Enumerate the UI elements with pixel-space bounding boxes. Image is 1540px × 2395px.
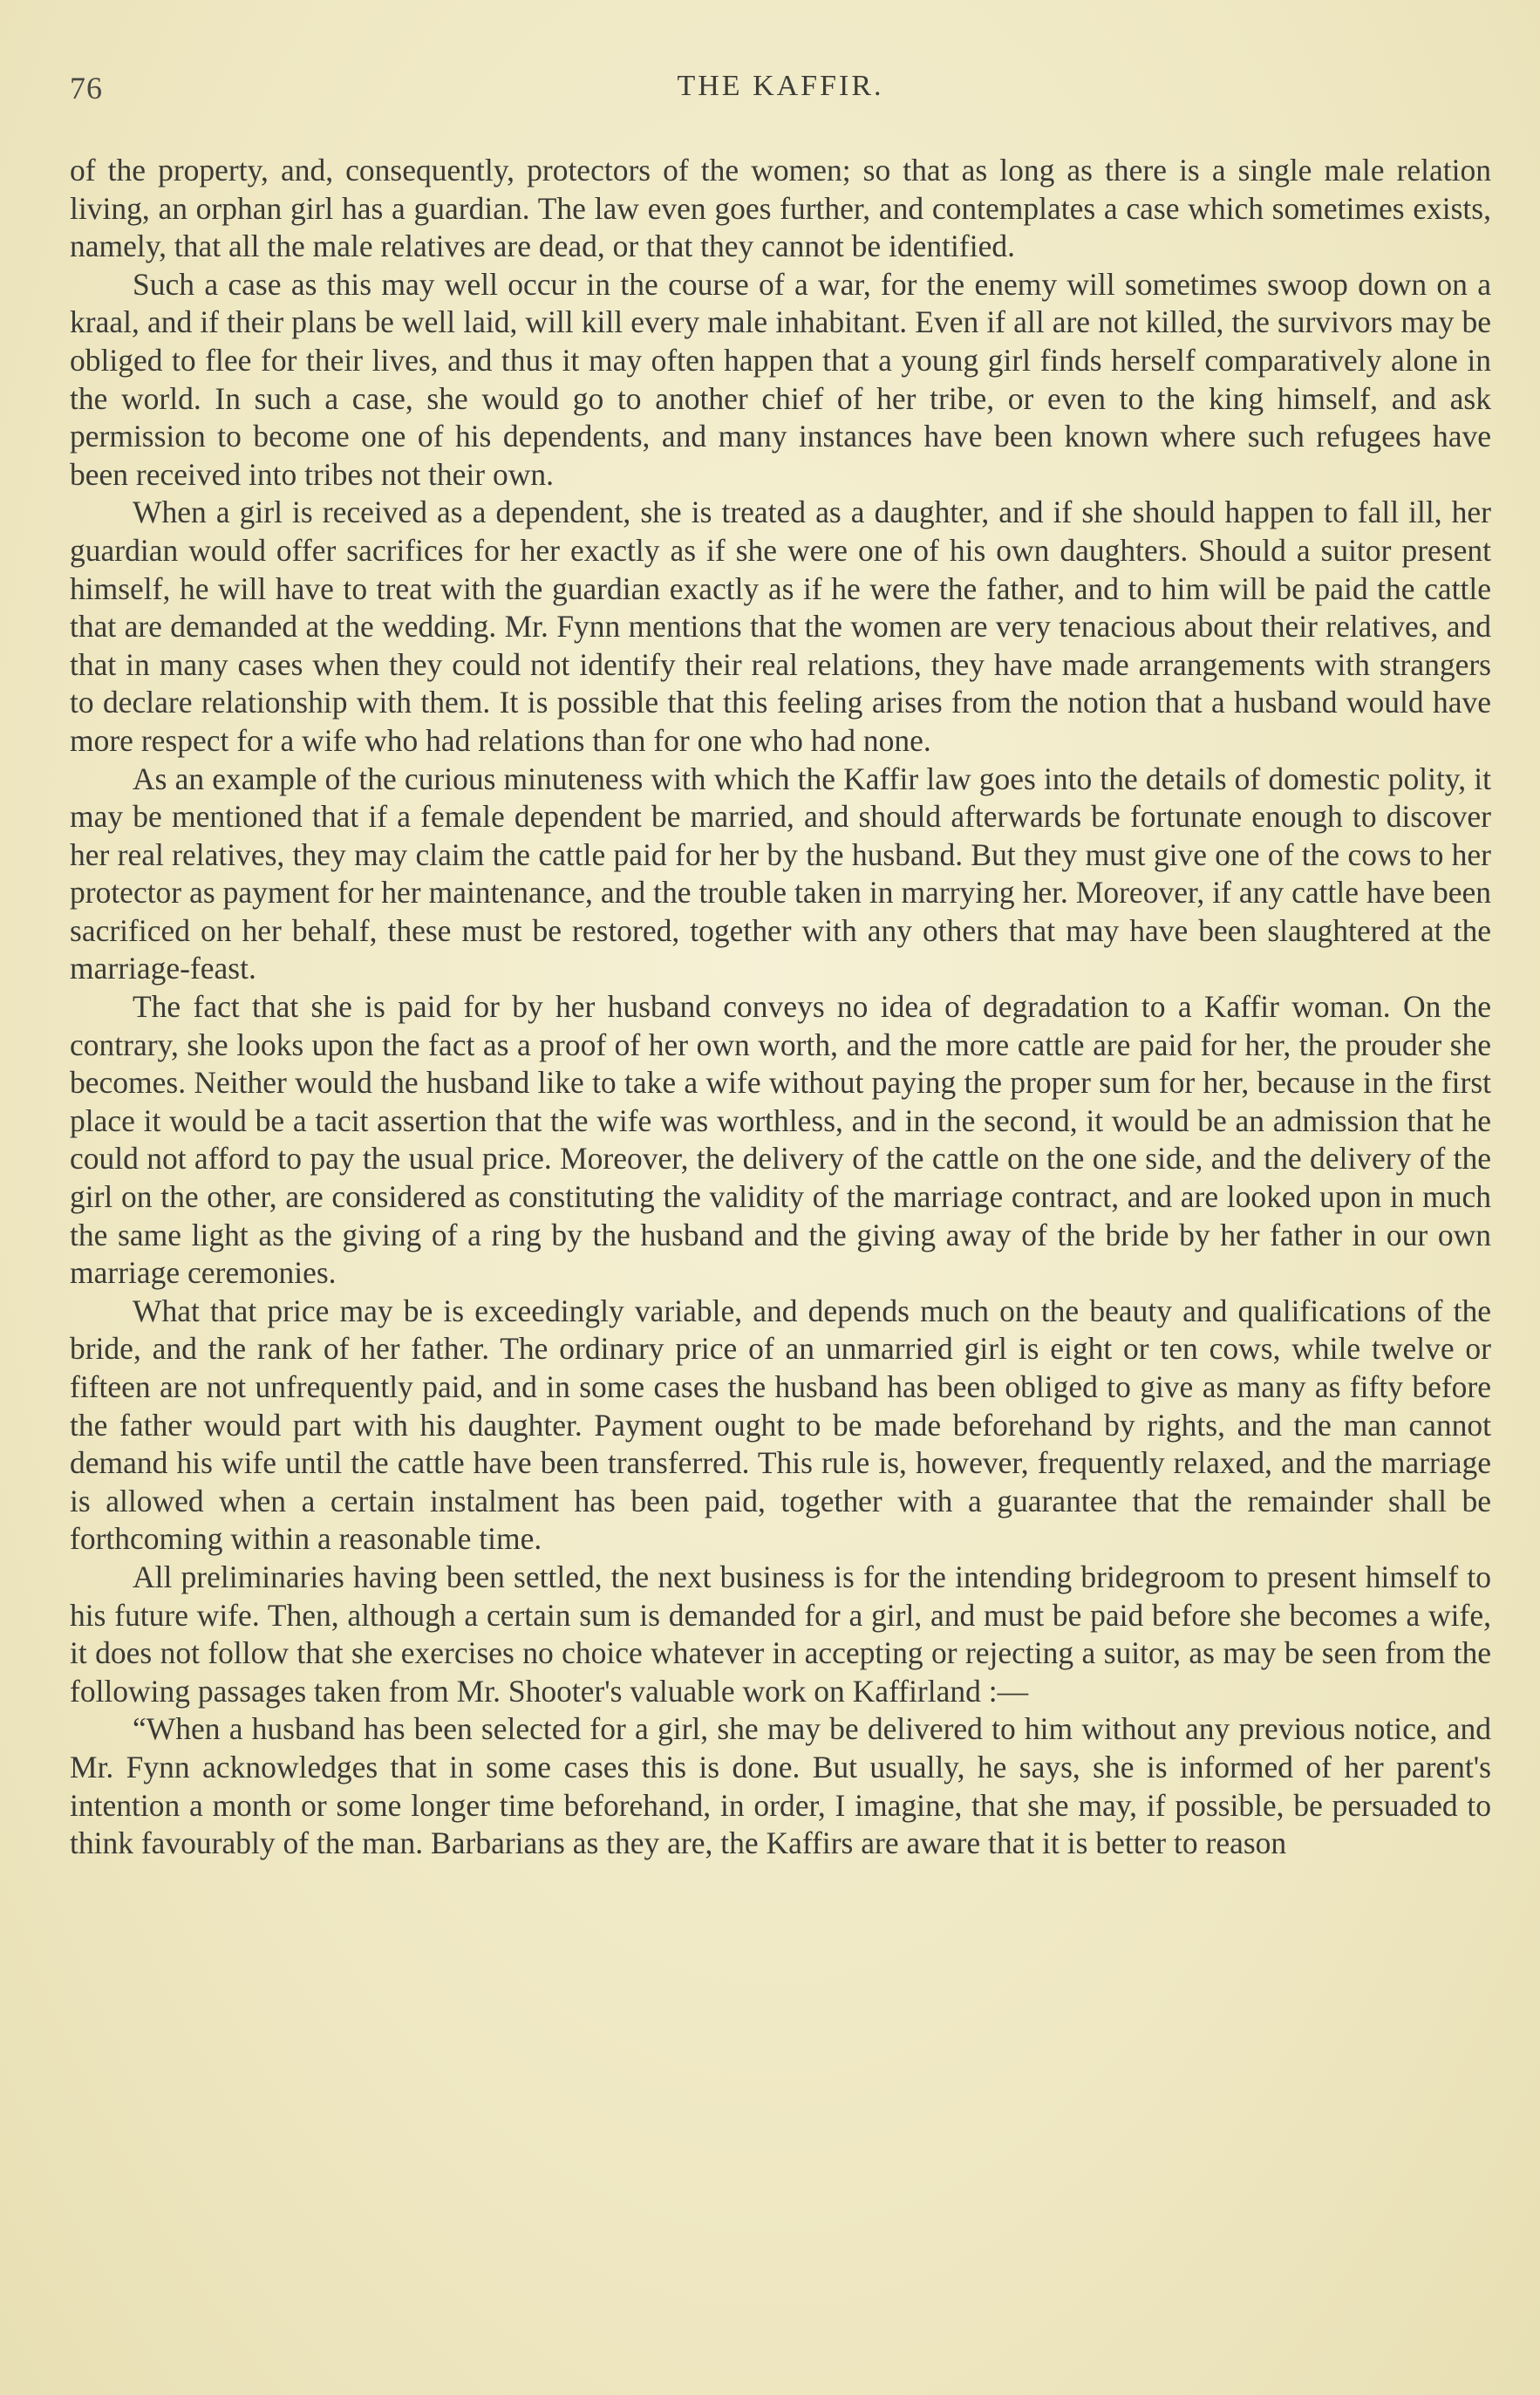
- book-page: [70, 61, 1491, 1863]
- paragraph-quotation: “When a husband has been selected for a girl, she may be delivered to him without any previous notice, and Mr. Fynn acknowledges that in some cases this is done. But usually, he says, she is informed of her parent's intention a month or some longer time beforehand, in order, I imagine, that she may, if possible, be persuaded to think favourably of the man. Barbarians as they are, the Kaffirs are aware that it is better to reason: [70, 1711, 1491, 1861]
- page-header: [70, 61, 1491, 117]
- paragraph: Such a case as this may well occur in the course of a war, for the enemy will sometimes swoop down on a kraal, and if their plans be well laid, will kill every male inhabitant. Even if all are not killed, the survivors may be obliged to flee for their lives, and thus it may often happen that a young girl finds herself comparatively alone in the world. In such a case, she would go to another chief of her tribe, or even to the king himself, and ask permission to become one of his dependents, and many instances have been known where such refugees have been received into tribes not their own.: [70, 266, 1491, 492]
- page-number: 76: [70, 71, 103, 106]
- paragraph: All preliminaries having been settled, the next business is for the intending bridegroom to present himself to his future wife. Then, although a certain sum is demanded for a girl, and must be paid before she becomes a wife, it does not follow that she exercises no choice whatever in accepting or rejecting a suitor, as may be seen from the following passages taken from Mr. Shooter's valuable work on Kaffirland :—: [70, 1559, 1491, 1709]
- paragraph: What that price may be is exceedingly variable, and depends much on the beauty and qualifications of the bride, and the rank of her father. The ordinary price of an unmarried girl is eight or ten cows, while twelve or fifteen are not unfrequently paid, and in some cases the husband has been obliged to give as many as fifty before the father would part with his daughter. Payment ought to be made beforehand by rights, and the man cannot demand his wife until the cattle have been transferred. This rule is, however, frequently relaxed, and the marriage is allowed when a certain instalment has been paid, together with a guarantee that the remainder shall be forthcoming within a reasonable time.: [70, 1293, 1491, 1557]
- paragraph: As an example of the curious minuteness with which the Kaffir law goes into the details of domestic polity, it may be mentioned that if a female dependent be married, and should afterwards be fortunate enough to discover her real relatives, they may claim the cattle paid for her by the husband. But they must give one of the cows to her protector as payment for her maintenance, and the trouble taken in marrying her. Moreover, if any cattle have been sacrificed on her behalf, these must be restored, together with any others that may have been slaughtered at the marriage-feast.: [70, 761, 1491, 986]
- paragraph: The fact that she is paid for by her husband conveys no idea of degradation to a Kaffir woman. On the contrary, she looks upon the fact as a proof of her own worth, and the more cattle are paid for her, the prouder she becomes. Neither would the husband like to take a wife without paying the proper sum for her, because in the first place it would be a tacit assertion that the wife was worthless, and in the second, it would be an admission that he could not afford to pay the usual price. Moreover, the delivery of the cattle on the one side, and the delivery of the girl on the other, are considered as constituting the validity of the marriage contract, and are looked upon in much the same light as the giving of a ring by the husband and the giving away of the bride by her father in our own marriage ceremonies.: [70, 989, 1491, 1291]
- paragraph: of the property, and, consequently, protectors of the women; so that as long as there is a single male relation living, an orphan girl has a guardian. The law even goes further, and contemplates a case which sometimes exists, namely, that all the male relatives are dead, or that they cannot be identified.: [70, 153, 1491, 264]
- body-text: [70, 152, 1491, 1863]
- running-title: THE KAFFIR.: [677, 70, 884, 102]
- paragraph: When a girl is received as a dependent, she is treated as a daughter, and if she should happen to fall ill, her guardian would offer sacrifices for her exactly as if she were one of his own daughters. Should a suitor present himself, he will have to treat with the guardian exactly as if he were the father, and to him will be paid the cattle that are demanded at the wedding. Mr. Fynn mentions that the women are very tenacious about their relatives, and that in many cases when they could not identify their real relations, they have made arrangements with strangers to declare relationship with them. It is possible that this feeling arises from the notion that a husband would have more respect for a wife who had relations than for one who had none.: [70, 495, 1491, 758]
